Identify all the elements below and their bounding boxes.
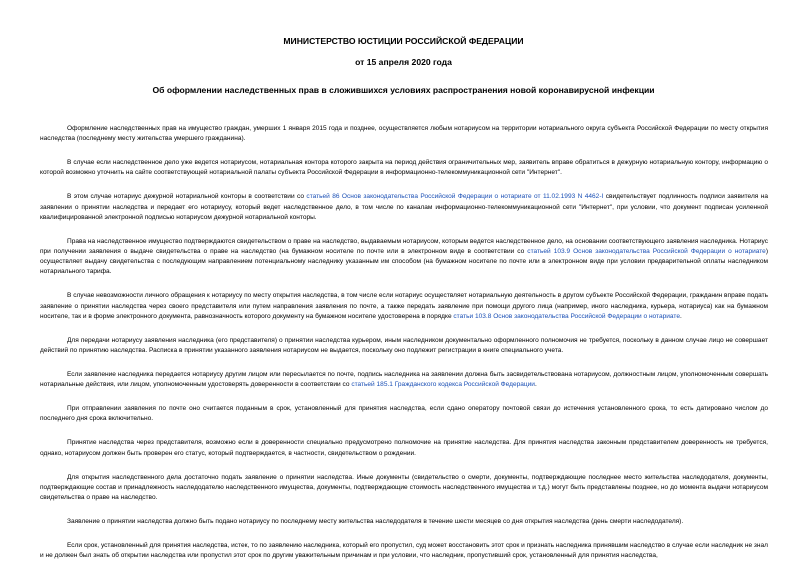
paragraph-text: ) осуществляет выдачу свидетельства с последующим направлением потенциальному наследнику указанным им способом (на бумажном носителе по почте или в электронном виде при условии предварительной оплаты наследником нотариального тарифа. (40, 248, 768, 276)
paragraph-text: При отправлении заявления по почте оно считается поданным в срок, установленный для принятия наследства, если сдано оператору почтовой связи до истечения установленного срока, то есть датировано числом до последнего дня срока включительно. (40, 405, 768, 423)
law-link-article-103-9[interactable]: статьей 103.9 Основ законодательства Российской Федерации о нотариате (527, 248, 766, 256)
paragraph-text: свидетельствует подлинность подписи заявителя на заявлении о принятии наследства и передает его нотариусу, который ведет наследственное дело, в том числе по каналам информационно-телекоммуникационной сети "Интернет", при условии, что документ подписан усиленной квалифицированной электронной подписью нотариусом дежурной нотариальной конторы. (40, 193, 768, 221)
paragraph-text: Для передачи нотариусу заявления наследника (его представителя) о принятии наследства курьером, иным наследником документально оформленного полномочия не требуется, поскольку в данном случае лицо не совершает действий по принятию наследства. Расписка в принятии указанного заявления нотариусом не выдается, поскольку оно подлежит регистрации в книге специального учета. (40, 336, 768, 355)
paragraph-12 (40, 541, 768, 561)
paragraph-7 (40, 370, 768, 390)
paragraph-text: Если заявление наследника передается нотариусу другим лицом или пересылается по почте, подпись наследника на заявлении должна быть засвидетельствована нотариусом, должностным лицом, уполномоченным совершать нотариальные действия, или лицом, уполномоченным удостоверять доверенности в соответствии со (40, 371, 768, 389)
document-body (40, 124, 768, 571)
paragraph-text: Принятие наследства через представителя, возможно если в доверенности специально предусмотрено полномочие на принятие наследства. Для принятия наследства законным представителем доверенность не требуется, однако, нотариусом должен быть проверен его статус, который подтверждается, в частности, свидетельством о рождении. (40, 439, 768, 457)
law-link-article-185-1[interactable]: статьей 185.1 Гражданского кодекса Российской Федерации (351, 381, 535, 389)
paragraph-2 (40, 158, 768, 178)
paragraph-5 (40, 291, 768, 322)
paragraph-text: Если срок, установленный для принятия наследства, истек, то по заявлению наследника, который его пропустил, суд может восстановить этот срок и признать наследника принявшим наследство в случае если наследник не знал и не должен был знать об открытии наследства или пропустил этот срок по другим уважительным причинам и при условии, что наследник, пропустивший срок, установленный для принятия наследства, (40, 542, 768, 560)
paragraph-text: . (534, 381, 537, 389)
paragraph-6 (40, 336, 768, 356)
paragraph-text: Для открытия наследственного дела достаточно подать заявление о принятии наследства. Иные документы (свидетельство о смерти, документы, подтверждающие последнее место жительства наследодателя, документы, подтверждающие состав и принадлежность наследодателю наследственного имущества, документы, подтверждающие стоимость наследственного имущества и т.д.) могут быть представлены позднее, но до момента выдачи нотариусом свидетельства о праве на наследство. (40, 473, 768, 502)
paragraph-9 (40, 438, 768, 458)
paragraph-10 (40, 473, 768, 504)
paragraph-text: Права на наследственное имущество подтверждаются свидетельством о праве на наследство, выдаваемым нотариусом, которым ведется наследственное дело, на основании соответствующего заявления наследника. Нотариус при получении заявления о выдаче свидетельства о праве на наследство (на бумажном носителе по почте или в электронном виде в соответствии со (40, 237, 768, 256)
paragraph-text: В этом случае нотариус дежурной нотариальной конторы в соответствии со (67, 193, 307, 201)
paragraph-text: В случае невозможности личного обращения к нотариусу по месту открытия наследства, в том числе если нотариус осуществляет нотариальную деятельность в другом субъекте Российской Федерации, гражданин вправе подать заявление о принятии наследства через своего представителя или путем направления заявления по почте, а также передать заявление при помощи другого лица (например, иного наследника, курьера, нотариуса) как на бумажном носителе, так и в форме электронного документа, равнозначность которого документу на бумажном носителе удостоверена в порядке (40, 292, 768, 320)
document-date: от 15 апреля 2020 года (355, 57, 452, 67)
paragraph-text: Оформление наследственных прав на имущество граждан, умерших 1 января 2015 года и позднее, осуществляется любым нотариусом на территории нотариального округа субъекта Российской Федерации по месту открытия наследства (последнему месту жительства умершего гражданина). (40, 125, 768, 143)
paragraph-3 (40, 192, 768, 223)
paragraph-11 (40, 517, 768, 527)
paragraph-1 (40, 124, 768, 144)
paragraph-text: В случае если наследственное дело уже ведется нотариусом, нотариальная контора которого закрыта на период действия ограничительных мер, заявитель вправе обратиться в дежурную нотариальную контору, информацию о которой возможно уточнить на сайте соответствующей нотариальной палаты субъекта Российской Федерации в информационно-телекоммуникационной сети "Интернет". (40, 159, 768, 177)
paragraph-text: Заявление о принятии наследства должно быть подано нотариусу по последнему месту жительства наследодателя в течение шести месяцев со дня открытия наследства (день смерти наследодателя). (67, 518, 684, 526)
paragraph-text: . (680, 312, 682, 320)
paragraph-4 (40, 237, 768, 278)
law-link-article-86[interactable]: статьей 86 Основ законодательства Российской Федерации о нотариате от 11.02.1993 N 4462-I (306, 193, 604, 201)
document-title: Об оформлении наследственных прав в сложившихся условиях распространения новой коронавирусной инфекции (152, 85, 655, 95)
paragraph-8 (40, 404, 768, 424)
law-link-article-103-8[interactable]: статьи 103.8 Основ законодательства Российской Федерации о нотариате (453, 312, 680, 320)
organization-heading: МИНИСТЕРСТВО ЮСТИЦИИ РОССИЙСКОЙ ФЕДЕРАЦИИ (283, 36, 524, 46)
